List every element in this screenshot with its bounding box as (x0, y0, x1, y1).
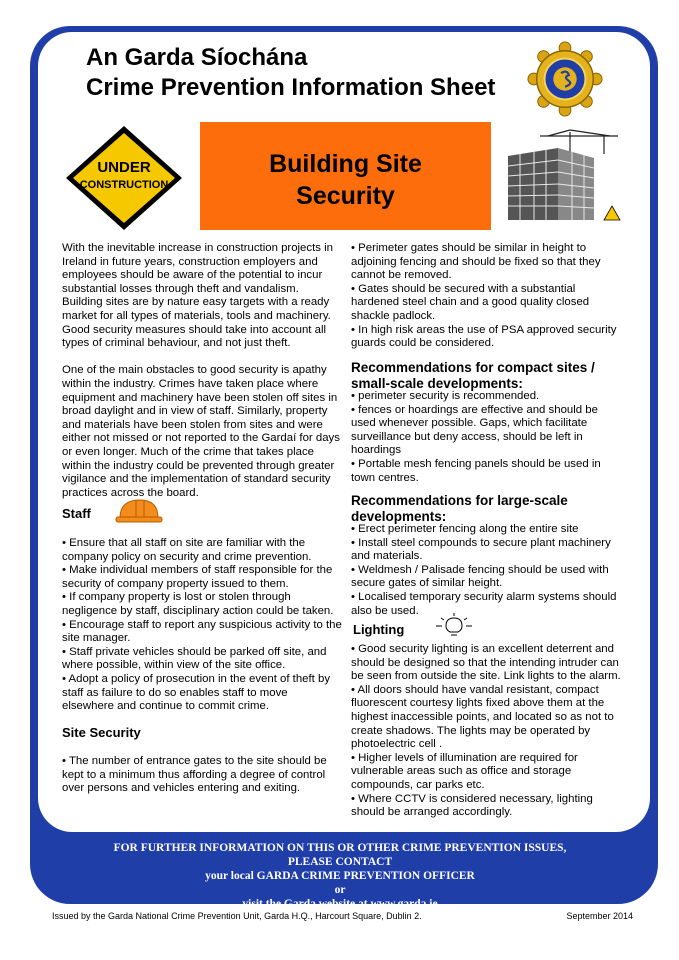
site-security-item: • In high risk areas the use of PSA approved security guards could be considered. (351, 323, 617, 350)
large-scale-heading: Recommendations for large-scale developments: (351, 493, 568, 524)
compact-item: • fences or hoardings are effective and should be used whenever possible. Gaps, which facilitate surveillance but deny access, should be left in hoardings (351, 403, 598, 457)
lighting-item: • Good security lighting is an excellent deterrent and should be designed so that the intending intruder can be seen from outside the site. Link lights to the alarm. (351, 643, 621, 683)
footer-website-line: visit the Garda website at www.garda.ie (242, 898, 438, 910)
staff-heading: Staff (62, 506, 91, 521)
compact-item: • perimeter security is recommended. (351, 390, 540, 402)
building-crane-icon (500, 126, 628, 224)
sign-text-line2: CONSTRUCTION (79, 179, 169, 191)
banner-title-line1: Building Site (269, 150, 422, 178)
site-security-item: • Gates should be secured with a substantial hardened steel chain and a good quality closed shackle padlock. (351, 282, 590, 322)
site-security-item: • Perimeter gates should be similar in height to adjoining fencing and should be fixed so that they cannot be removed. (351, 242, 601, 282)
compact-sites-heading: Recommendations for compact sites / small-scale developments: (351, 360, 595, 391)
footer-contact (60, 841, 620, 911)
footer-line: FOR FURTHER INFORMATION ON THIS OR OTHER CRIME PREVENTION ISSUES, (113, 842, 567, 854)
staff-item: • Adopt a policy of prosecution in the event of theft by staff as failure to do so enables staff to move elsewhere and continue to commit crime. (62, 672, 331, 713)
site-security-heading: Site Security (62, 725, 141, 740)
lighting-list (351, 643, 623, 820)
staff-item: • Make individual members of staff responsible for the security of company property issued to them. (62, 564, 333, 590)
site-security-text (62, 755, 342, 796)
footer-line: PLEASE CONTACT (287, 856, 393, 868)
staff-item: • Encourage staff to report any suspicious activity to the site manager. (62, 618, 342, 645)
footer-line: your local GARDA CRIME PREVENTION OFFICER (205, 870, 475, 882)
lighting-item: • Higher levels of illumination are required for vulnerable areas such as office and storage compounds, car parks etc. (351, 751, 578, 791)
large-scale-item: • Localised temporary security alarm systems should also be used. (351, 590, 617, 617)
issue-date: September 2014 (566, 911, 633, 921)
sheet-title: Crime Prevention Information Sheet (86, 74, 496, 101)
org-title: An Garda Síochána (86, 44, 308, 71)
staff-list (62, 537, 342, 714)
intro-paragraph-1: With the inevitable increase in construction projects in Ireland in future years, construction employers and employees should be aware of the potential to incur substantial losses through theft and vandalism. Building sites are by nature easy targets with a ready market for all types of materials, tools and machinery. Good security measures should take into account all types of criminal behaviour, and not just theft. (62, 242, 333, 350)
staff-item: • Staff private vehicles should be parked off site, and where possible, within view of the site office. (62, 645, 327, 672)
sign-text-line1: UNDER (97, 159, 151, 176)
staff-item: • Ensure that all staff on site are familiar with the company policy on security and crime prevention. (62, 537, 312, 563)
issued-by-text: Issued by the Garda National Crime Prevention Unit, Garda H.Q., Harcourt Square, Dublin 2. (52, 911, 422, 921)
hard-hat-icon (114, 496, 164, 524)
compact-item: • Portable mesh fencing panels should be used in town centres. (351, 457, 601, 484)
light-bulb-icon (432, 612, 476, 640)
site-security-item: • The number of entrance gates to the site should be kept to a minimum thus affording a degree of control over persons and vehicles entering and exiting. (62, 755, 327, 795)
banner-title-line2: Security (296, 182, 395, 210)
lighting-item: • Where CCTV is considered necessary, lighting should be arranged accordingly. (351, 792, 593, 819)
large-scale-item: • Erect perimeter fencing along the entire site (351, 523, 579, 535)
large-scale-list (351, 523, 623, 618)
right-column-top (351, 242, 623, 351)
lighting-item: • All doors should have vandal resistant, compact fluorescent courtesy lights fixed above them at the highest inaccessible points, and located so as not to create shadows. The lights may be operated by photoelectric cell . (351, 683, 614, 751)
staff-item: • If company property is lost or stolen through negligence by staff, disciplinary action could be taken. (62, 591, 334, 617)
large-scale-item: • Install steel compounds to secure plant machinery and materials. (351, 536, 611, 563)
large-scale-item: • Weldmesh / Palisade fencing should be used with secure gates of similar height. (351, 563, 609, 590)
intro-paragraph-2: One of the main obstacles to good security is apathy within the industry. Crimes have taken place where equipment and machinery have been stolen off sites in broad daylight and in view of staff. Similarly, property and materials have been stolen from sites and were either not missed or not reported to the Gardaí for days or even longer. Much of the crime that takes place within the industry could be prevented through greater vigilance and the implementation of standard security practices across the board. (62, 364, 340, 499)
compact-sites-list (351, 390, 623, 485)
under-construction-sign-icon (64, 124, 184, 232)
title-banner (200, 122, 491, 230)
lighting-heading: Lighting (353, 622, 405, 637)
footer-line: or (334, 884, 346, 896)
garda-badge-icon (526, 40, 604, 118)
left-column (62, 242, 342, 500)
